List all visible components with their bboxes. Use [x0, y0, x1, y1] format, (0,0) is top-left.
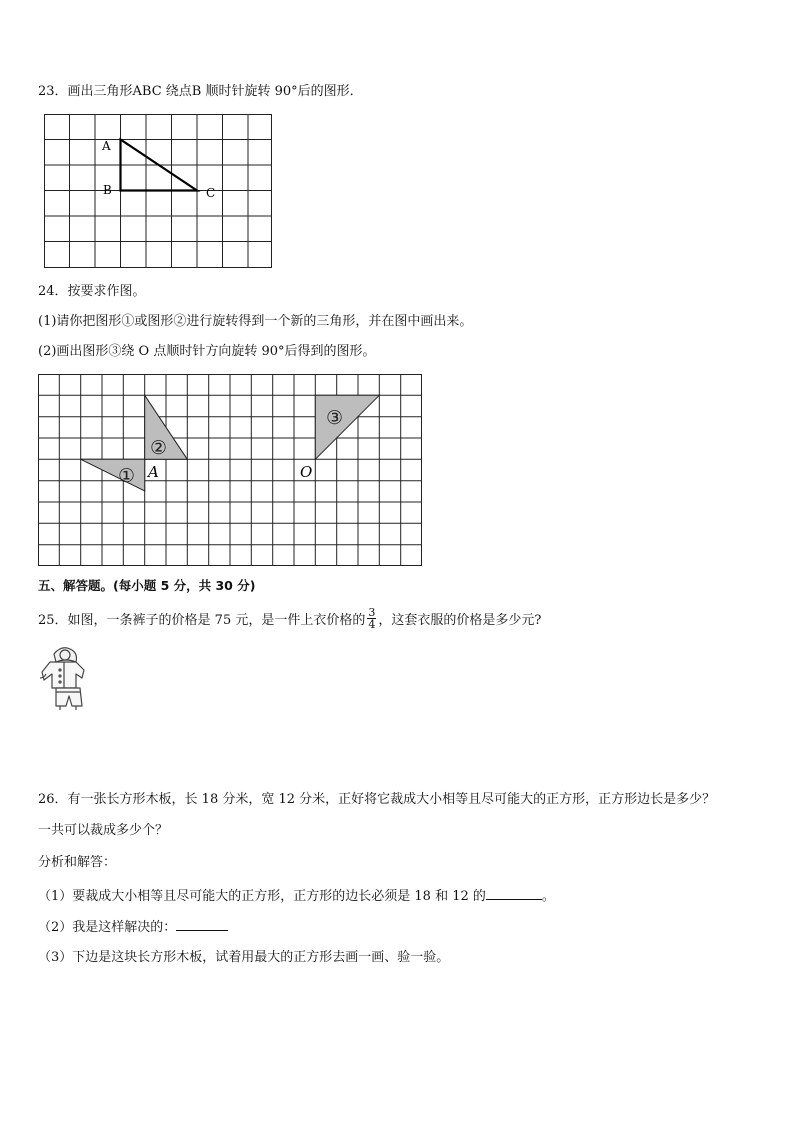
fraction-denominator: 4: [368, 618, 376, 631]
point-a-label: A: [148, 463, 159, 481]
q26-step2: [38, 918, 228, 936]
label-c: C: [206, 186, 216, 200]
q26-step3: （3）下边是这块长方形木板，试着用最大的正方形去画一画、验一验。: [38, 950, 450, 965]
q26-line2: 一共可以裁成多少个？: [38, 823, 169, 838]
shape-2-label: ②: [150, 437, 168, 459]
q26-step2-text: （2）我是这样解决的：: [38, 920, 177, 935]
q24-part2: (2)画出图形③绕 O 点顺时针方向旋转 90°后得到的图形。: [38, 344, 376, 359]
triangle-3: [315, 395, 379, 459]
q26-step1: [38, 887, 555, 905]
q25-text-before: 25．如图，一条裤子的价格是 75 元，是一件上衣价格的: [38, 613, 366, 628]
shape-1-label: ①: [118, 465, 136, 487]
clothes-illustration: [36, 644, 96, 714]
q23-grid: [44, 114, 272, 268]
q26-step1-end: 。: [541, 889, 555, 904]
point-o-label: O: [300, 463, 313, 481]
q25-text-after: ，这套衣服的价格是多少元?: [378, 613, 542, 628]
q24-part1: (1)请你把图形①或图形②进行旋转得到一个新的三角形，并在图中画出来。: [38, 314, 473, 329]
section-heading: 五、解答题。(每小题 5 分，共 30 分): [38, 578, 256, 593]
q26-step1-text: （1）要裁成大小相等且尽可能大的正方形，正方形的边长必须是 18 和 12 的: [38, 889, 486, 904]
label-a: A: [102, 139, 111, 153]
q23-prompt: 23．画出三角形ABC 绕点B 顺时针旋转 90°后的图形．: [38, 84, 363, 99]
shape-3-label: ③: [326, 407, 344, 429]
q26-line1: 26．有一张长方形木板，长 18 分米，宽 12 分米，正好将它裁成大小相等且尽可能大的正方形，正方形边长是多少？: [38, 792, 716, 807]
answer-blank-2[interactable]: [176, 918, 228, 931]
q24-prompt: 24．按要求作图。: [38, 284, 146, 299]
q24-grid: [38, 374, 422, 566]
label-b: B: [103, 183, 112, 197]
fraction-three-quarters: [367, 607, 376, 630]
q25-prompt: [38, 606, 542, 632]
fraction-numerator: 3: [368, 606, 376, 619]
answer-blank-1[interactable]: [486, 887, 542, 900]
triangle-1: [81, 459, 145, 491]
q26-analysis: 分析和解答：: [38, 855, 117, 870]
